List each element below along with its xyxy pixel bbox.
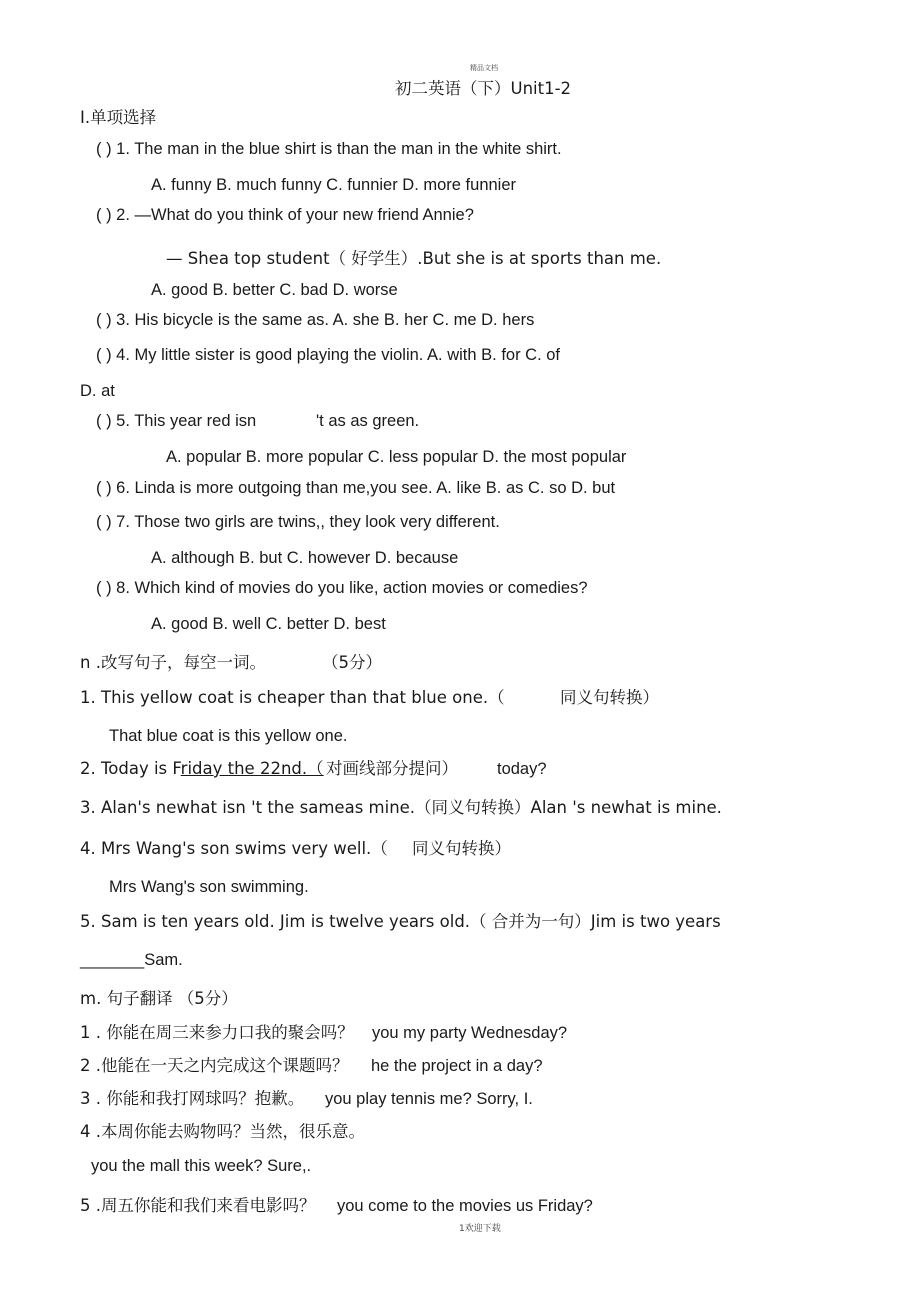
t3-en: you play tennis me? Sorry, I.: [325, 1090, 533, 1108]
t2-cn: 2 .他能在一天之内完成这个课题吗？: [80, 1056, 349, 1075]
header-note: 精品文档: [470, 64, 498, 72]
q5-line-a: ( ) 5. This year red isn: [96, 412, 257, 430]
s2-line: [80, 759, 324, 779]
s5-tail: Sam.: [144, 951, 183, 969]
s1-answer: That blue coat is this yellow one.: [109, 727, 348, 745]
q5-options: A. popular B. more popular C. less popular D. the most popular: [166, 448, 627, 466]
t1-cn: 1 . 你能在周三来参力口我的聚会吗？: [80, 1023, 354, 1042]
s2-instruction: 对画线部分提问）: [326, 759, 458, 778]
t2-en: he the project in a day?: [371, 1057, 543, 1075]
s5-blank: _______: [80, 951, 145, 969]
q5-line-b: 't as as green.: [316, 412, 420, 430]
section1-heading: I.单项选择: [80, 108, 157, 127]
section2-heading: n .改写句子，每空一词。: [80, 653, 266, 672]
s2-tail: today?: [497, 760, 547, 778]
q4-cont: D. at: [80, 382, 115, 400]
s3-line: 3. Alan's newhat isn 't the sameas mine.（同义句转换）Alan 's newhat is mine.: [80, 798, 722, 817]
page-footer: [459, 1224, 501, 1235]
q8-line: ( ) 8. Which kind of movies do you like, action movies or comedies?: [96, 579, 588, 597]
q1-line: ( ) 1. The man in the blue shirt is than the man in the white shirt.: [96, 140, 562, 158]
q2-answer: — Shea top student（ 好学生）.But she is at sports than me.: [166, 249, 662, 268]
q4-line: ( ) 4. My little sister is good playing the violin. A. with B. for C. of: [96, 346, 561, 364]
t5-cn: 5 .周五你能和我们来看电影吗？: [80, 1196, 316, 1215]
q1-options: A. funny B. much funny C. funnier D. more funnier: [151, 176, 517, 194]
page-title: 初二英语（下）Unit1-2: [395, 79, 572, 98]
s2-underlined: riday the 22nd.（: [180, 759, 324, 778]
t4-cn: 4 .本周你能去购物吗？当然，很乐意。: [80, 1122, 365, 1141]
s5-cont: [80, 950, 183, 970]
s1-instruction: 同义句转换）: [560, 688, 659, 707]
section2-score: （5分）: [322, 653, 382, 672]
section3-heading: m. 句子翻译 （5分）: [80, 989, 238, 1008]
t1-en: you my party Wednesday?: [372, 1024, 568, 1042]
s5-line: 5. Sam is ten years old. Jim is twelve years old.（ 合并为一句）Jim is two years: [80, 912, 721, 931]
q2-options: A. good B. better C. bad D. worse: [151, 281, 398, 299]
s4-instruction: 同义句转换）: [412, 839, 511, 858]
q2-line: ( ) 2. —What do you think of your new friend Annie?: [96, 206, 474, 224]
s2-text: 2. Today is F: [80, 759, 181, 778]
q7-options: A. although B. but C. however D. because: [151, 549, 459, 567]
s1-line: 1. This yellow coat is cheaper than that blue one.（: [80, 688, 505, 707]
q8-options: A. good B. well C. better D. best: [151, 615, 386, 633]
s4-answer: Mrs Wang's son swimming.: [109, 878, 309, 896]
q7-line: ( ) 7. Those two girls are twins,, they look very different.: [96, 513, 500, 531]
t4-en: you the mall this week? Sure,.: [91, 1157, 312, 1175]
t5-en: you come to the movies us Friday?: [337, 1197, 593, 1215]
page-number: 1: [459, 1224, 465, 1234]
s4-line: 4. Mrs Wang's son swims very well.（: [80, 839, 388, 858]
footer-note: 欢迎下载: [464, 1224, 501, 1234]
q6-line: ( ) 6. Linda is more outgoing than me,you see. A. like B. as C. so D. but: [96, 479, 616, 497]
q3-line: ( ) 3. His bicycle is the same as. A. she B. her C. me D. hers: [96, 311, 535, 329]
t3-cn: 3 . 你能和我打网球吗？抱歉。: [80, 1089, 305, 1108]
